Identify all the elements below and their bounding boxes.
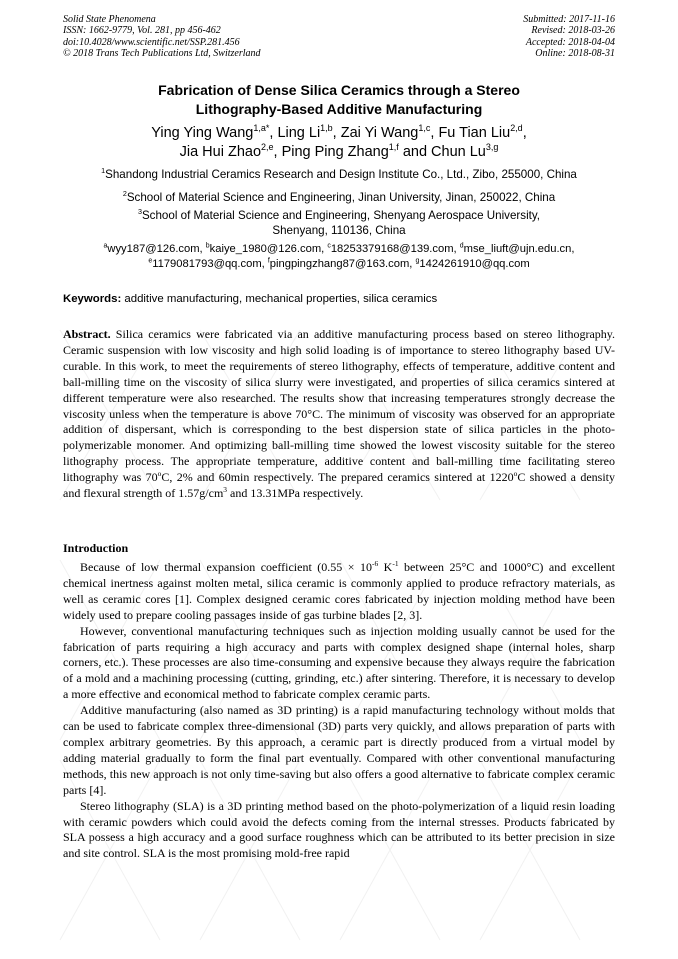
paragraph-text: between 25°C and 1000°C) and excellent chemical inertness against molten metal, silica ceramic is commonly applied to produce refractory materials, as well as ceramic cores [1]. Complex designed ceramic cores fabricated by injection molding method have been widely used to prepare cooling passages inside of gas turbine blades [2, 3].: [63, 560, 615, 622]
intro-paragraph-3: Additive manufacturing (also named as 3D printing) is a rapid manufacturing technology without molds that can be used to fabricate complex three-dimensional (3D) parts very quickly, and allows preparation of parts with complex arbitrary geometries. By this approach, a ceramic part is directly produced from a virtual model by adding material gradually to form the final part eventually. Compared with other conventional manufacturing methods, this new approach is not only time-saving but also offers a good alternative to fabricate complex ceramic parts [4].: [63, 703, 615, 797]
author-list: [40, 124, 638, 162]
author-emails: [40, 242, 638, 272]
affiliation-2: [40, 190, 638, 205]
email-line-2: [40, 257, 638, 272]
degree-mark: o: [157, 469, 162, 479]
author-name: Zai Yi Wang: [340, 125, 419, 141]
title-line-2: Lithography-Based Additive Manufacturing: [195, 101, 483, 117]
author-separator: ,: [430, 125, 439, 141]
paragraph-text: Because of low thermal expansion coefficient (0.55 × 10: [80, 560, 372, 574]
abstract-label: Abstract.: [63, 327, 111, 341]
exponent: -6: [372, 559, 379, 568]
email-mark: c: [327, 242, 331, 250]
email-mark: a: [103, 242, 108, 250]
email-address: mse_liuft@ujn.edu.cn,: [463, 243, 575, 255]
exponent: -1: [392, 559, 399, 568]
author-separator: and: [398, 144, 432, 160]
abstract-text: C, 2% and 60min respectively. The prepared ceramics sintered at 1220: [161, 470, 514, 485]
author-name: Ling Li: [277, 125, 321, 141]
email-line-1: [40, 242, 638, 257]
author-name: Jia Hui Zhao: [179, 144, 262, 160]
email-address: wyy187@126.com,: [107, 243, 206, 255]
email-mark: g: [415, 257, 420, 265]
introduction-heading: Introduction: [63, 541, 129, 555]
author-line-1: [40, 124, 638, 143]
intro-paragraph-2: However, conventional manufacturing techniques such as injection molding usually cannot be used for the fabrication of parts requiring a high accuracy and parts with complex designed shape (internal holes, sharp corners, etc.). These processes are also time-consuming and expensive because they always require the fabrication of a mold and a machining processing (cutting, grinding, etc.) after sintering. Therefore, it is necessary to develop a more effective and economical method to fabricate complex ceramic parts.: [63, 623, 615, 702]
keywords-label: Keywords:: [63, 293, 122, 305]
email-address: pingpingzhang87@163.com,: [269, 258, 416, 270]
abstract-text: C showed a density and flexural strength of 1.57g/cm: [63, 470, 615, 501]
journal-issn: ISSN: 1662-9779, Vol. 281, pp 456-462: [63, 25, 221, 37]
affiliation-mark: 1: [101, 166, 106, 176]
abstract-text: Silica ceramics were fabricated via an additive manufacturing process based on stereo lithography. Ceramic suspension with low viscosity and high solid loading is of importance to stereo lithography based UV-curable. In this work, to meet the requirements of stereo lithography, effects of temperature, additive content and ball-milling time on the viscosity of silica slurry were investigated, and properties of silica ceramics sintered at different temperature were also researched. The results show that increasing temperatures strongly decrease the viscosity unless when the temperature is above 70°C. The minimum of viscosity was observed for an appropriate addition of dispersant, which is corresponding to the best dispersion state of silica particles in the photo-polymerizable monomer. And optimizing ball-milling time showed the lowest viscosity suitable for the stereo lithography process. The appropriate temperature, additive content and ball-milling time facilitating stereo lithography was 70: [63, 327, 615, 485]
affiliation-mark: 3: [137, 207, 142, 217]
journal-name: Solid State Phenomena: [63, 14, 156, 25]
journal-info: [63, 14, 261, 60]
date-online: Online: 2018-08-31: [535, 48, 615, 60]
date-submitted: Submitted: 2017-11-16: [523, 14, 615, 25]
author-name: Fu Tian Liu: [438, 125, 511, 141]
email-address: 1179081793@qq.com,: [152, 258, 268, 270]
affiliation-text: Shandong Industrial Ceramics Research and Design Institute Co., Ltd., Zibo, 255000, China: [105, 168, 577, 181]
author-separator: ,: [269, 125, 278, 141]
intro-paragraph-1: [63, 560, 615, 624]
affiliation-text: School of Material Science and Engineering, Jinan University, Jinan, 250022, China: [126, 191, 556, 204]
affiliation-1: [40, 167, 638, 182]
author-separator: ,: [273, 144, 282, 160]
journal-copyright: © 2018 Trans Tech Publications Ltd, Switzerland: [63, 48, 261, 60]
email-mark: d: [459, 242, 464, 250]
affiliation-text: School of Material Science and Engineering, Shenyang Aerospace University,: [141, 209, 541, 222]
author-affil-mark: 1,b: [320, 123, 333, 134]
keywords: [63, 292, 615, 306]
unit-exponent: 3: [223, 485, 228, 495]
author-affil-mark: 2,d: [510, 123, 523, 134]
email-address: 18253379168@139.com,: [330, 243, 460, 255]
paper-title: [40, 81, 638, 119]
author-affil-mark: 1,f: [388, 142, 399, 153]
publication-dates: [523, 14, 615, 60]
affiliation-3-line-1: [40, 208, 638, 223]
date-accepted: Accepted: 2018-04-04: [525, 36, 615, 48]
degree-mark: o: [513, 469, 518, 479]
affiliation-mark: 2: [122, 189, 127, 199]
abstract: [63, 327, 615, 502]
title-line-1: Fabrication of Dense Silica Ceramics through a Stereo: [158, 82, 520, 98]
email-mark: f: [267, 257, 270, 265]
date-revised: Revised: 2018-03-26: [531, 25, 615, 37]
author-affil-mark: 1,a*: [253, 123, 270, 134]
abstract-text: and 13.31MPa respectively.: [227, 486, 364, 501]
intro-paragraph-4: Stereo lithography (SLA) is a 3D printing method based on the photo-polymerization of a liquid resin loading with ceramic powders which could avoid the defects coming from the internal stresses. Products fabricated by SLA possess a high accuracy and a good surface roughness which can be attributed to its better precision in size and site control. SLA is the most promising mold-free rapid: [63, 798, 615, 861]
author-name: Ying Ying Wang: [151, 125, 254, 141]
email-address: kaiye_1980@126.com,: [209, 243, 328, 255]
journal-doi: doi:10.4028/www.scientific.net/SSP.281.456: [63, 36, 240, 48]
author-separator: ,: [522, 125, 527, 141]
author-name: Chun Lu: [431, 144, 486, 160]
author-affil-mark: 3,g: [485, 142, 499, 153]
keywords-text: additive manufacturing, mechanical properties, silica ceramics: [121, 293, 438, 305]
introduction-body: [63, 560, 615, 862]
paragraph-text: K: [378, 560, 393, 574]
author-affil-mark: 1,c: [418, 123, 431, 134]
author-name: Ping Ping Zhang: [281, 144, 389, 160]
author-separator: ,: [332, 125, 341, 141]
email-mark: e: [148, 257, 153, 265]
affiliation-3: [40, 208, 638, 238]
affiliation-3-line-2: Shenyang, 110136, China: [272, 224, 406, 237]
author-affil-mark: 2,e: [261, 142, 274, 153]
email-address: 1424261910@qq.com: [419, 258, 530, 270]
email-mark: b: [205, 242, 210, 250]
author-line-2: [40, 143, 638, 162]
